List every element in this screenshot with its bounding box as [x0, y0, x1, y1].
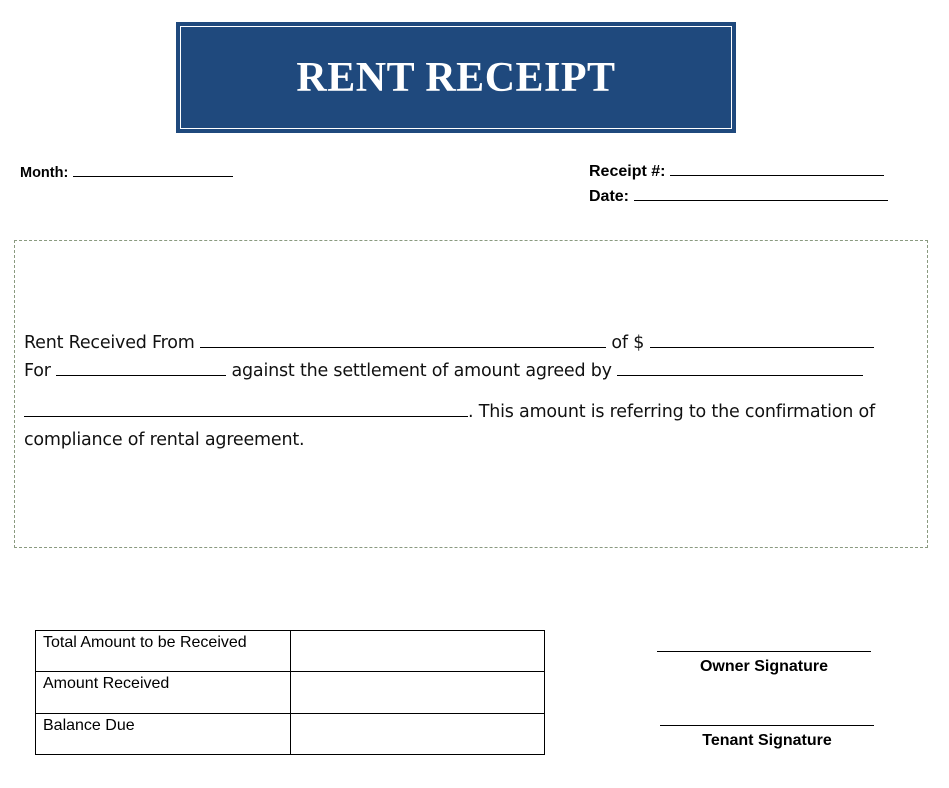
- receipt-number-label: Receipt #:: [589, 163, 666, 180]
- balance-due-value-cell[interactable]: [291, 713, 545, 754]
- body-line-3: [24, 402, 875, 422]
- amount-received-value-cell[interactable]: [291, 672, 545, 713]
- owner-signature-label: Owner Signature: [699, 658, 829, 675]
- table-row: [36, 672, 545, 713]
- date-label: Date:: [589, 188, 630, 205]
- page-title: RENT RECEIPT: [296, 54, 616, 101]
- title-banner: [176, 22, 736, 133]
- date-blank-line[interactable]: [634, 187, 888, 201]
- owner-signature-line[interactable]: [657, 651, 871, 652]
- total-amount-value-cell[interactable]: [291, 631, 545, 672]
- date-field: [589, 187, 888, 206]
- receipt-number-field: [589, 162, 884, 181]
- confirmation-text: . This amount is referring to the confirmation of: [468, 402, 875, 422]
- body-line-4: [24, 430, 304, 450]
- amount-blank[interactable]: [650, 333, 874, 348]
- month-label: Month:: [20, 165, 69, 181]
- body-line-2: [24, 361, 863, 381]
- title-banner-inner: [180, 26, 732, 129]
- for-period-blank[interactable]: [56, 361, 226, 376]
- rent-received-from-text: Rent Received From: [24, 333, 195, 353]
- total-amount-label: Total Amount to be Received: [36, 631, 291, 672]
- amounts-table: [35, 630, 545, 755]
- balance-due-label: Balance Due: [36, 713, 291, 754]
- tenant-signature-block: [659, 725, 875, 750]
- of-dollar-text: of $: [611, 333, 645, 353]
- agreed-party-blank[interactable]: [24, 402, 468, 417]
- agreed-by-blank[interactable]: [617, 361, 863, 376]
- table-row: [36, 713, 545, 754]
- tenant-signature-line[interactable]: [660, 725, 874, 726]
- tenant-signature-label: Tenant Signature: [702, 732, 832, 749]
- month-field: [20, 163, 233, 181]
- owner-signature-block: [656, 651, 872, 676]
- month-blank-line[interactable]: [73, 163, 233, 177]
- compliance-text: compliance of rental agreement.: [24, 430, 305, 450]
- body-line-1: [24, 333, 874, 353]
- receipt-body-box: [14, 240, 928, 548]
- receipt-number-blank-line[interactable]: [670, 162, 884, 176]
- payer-name-blank[interactable]: [200, 333, 606, 348]
- table-row: [36, 631, 545, 672]
- amount-received-label: Amount Received: [36, 672, 291, 713]
- for-text: For: [24, 361, 51, 381]
- against-settlement-text: against the settlement of amount agreed by: [231, 361, 612, 381]
